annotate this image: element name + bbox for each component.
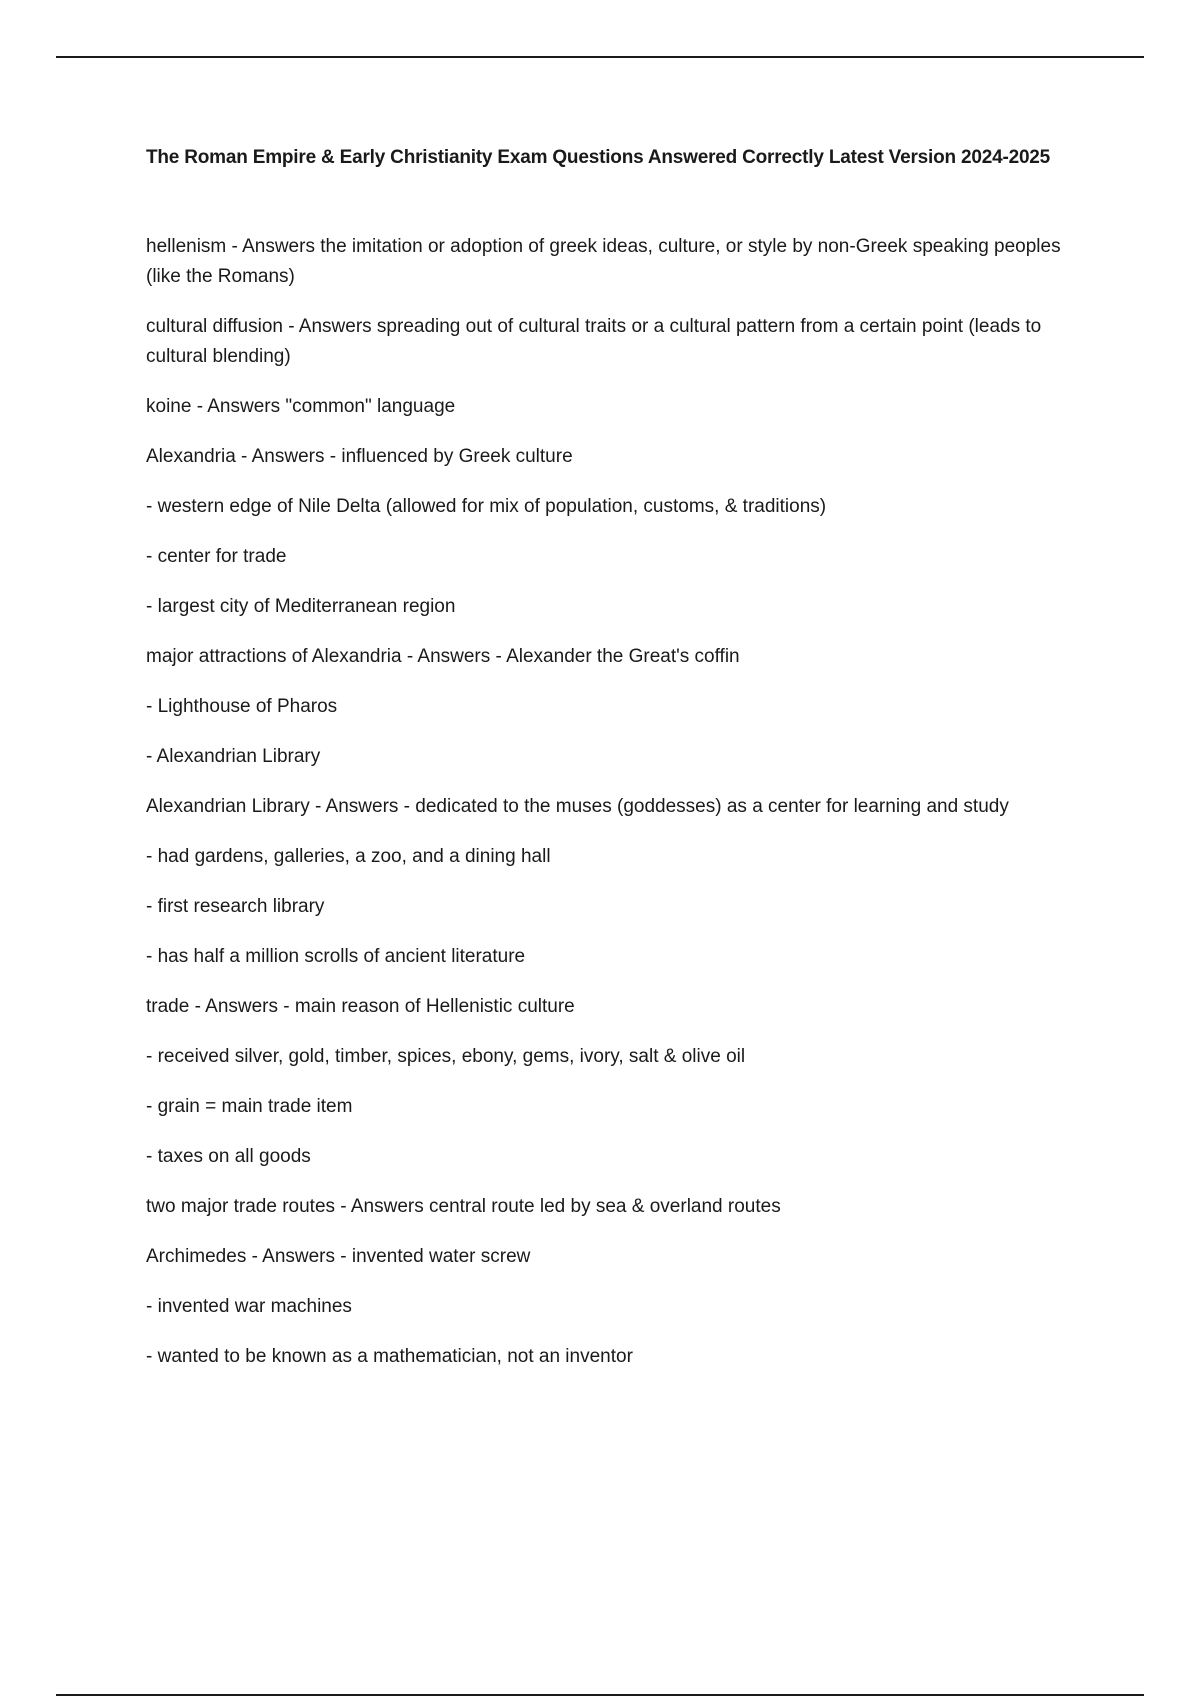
list-item: major attractions of Alexandria - Answers - Alexander the Great's coffin: [146, 646, 740, 667]
list-item: cultural diffusion - Answers spreading out of cultural traits or a cultural pattern from a certain point (leads to cultural blending): [146, 316, 1042, 367]
list-item: - taxes on all goods: [146, 1146, 311, 1167]
list-item: - had gardens, galleries, a zoo, and a dining hall: [146, 846, 551, 867]
list-item: Archimedes - Answers - invented water screw: [146, 1246, 531, 1267]
list-item: - western edge of Nile Delta (allowed for mix of population, customs, & traditions): [146, 496, 827, 517]
list-item: koine - Answers "common" language: [146, 396, 456, 417]
header-rule: [56, 56, 1144, 58]
list-item: Alexandria - Answers - influenced by Greek culture: [146, 446, 573, 467]
list-item: - invented war machines: [146, 1296, 352, 1317]
document-page: [146, 140, 1086, 1372]
list-item: - received silver, gold, timber, spices, ebony, gems, ivory, salt & olive oil: [146, 1046, 746, 1067]
list-item: Alexandrian Library - Answers - dedicated to the muses (goddesses) as a center for learning and study: [146, 796, 1009, 817]
list-item: - Lighthouse of Pharos: [146, 696, 338, 717]
list-item: - largest city of Mediterranean region: [146, 596, 456, 617]
list-item: - Alexandrian Library: [146, 746, 321, 767]
footer-rule: [56, 1694, 1144, 1696]
list-item: - wanted to be known as a mathematician, not an inventor: [146, 1346, 633, 1367]
list-item: trade - Answers - main reason of Hellenistic culture: [146, 996, 575, 1017]
answer-list: [146, 232, 1086, 1372]
document-title: The Roman Empire & Early Christianity Exam Questions Answered Correctly Latest Version 2024-2025: [146, 147, 1051, 168]
list-item: - first research library: [146, 896, 325, 917]
list-item: hellenism - Answers the imitation or adoption of greek ideas, culture, or style by non-Greek speaking peoples (like the Romans): [146, 236, 1061, 287]
list-item: two major trade routes - Answers central route led by sea & overland routes: [146, 1196, 781, 1217]
list-item: - center for trade: [146, 546, 287, 567]
list-item: - has half a million scrolls of ancient literature: [146, 946, 526, 967]
list-item: - grain = main trade item: [146, 1096, 353, 1117]
